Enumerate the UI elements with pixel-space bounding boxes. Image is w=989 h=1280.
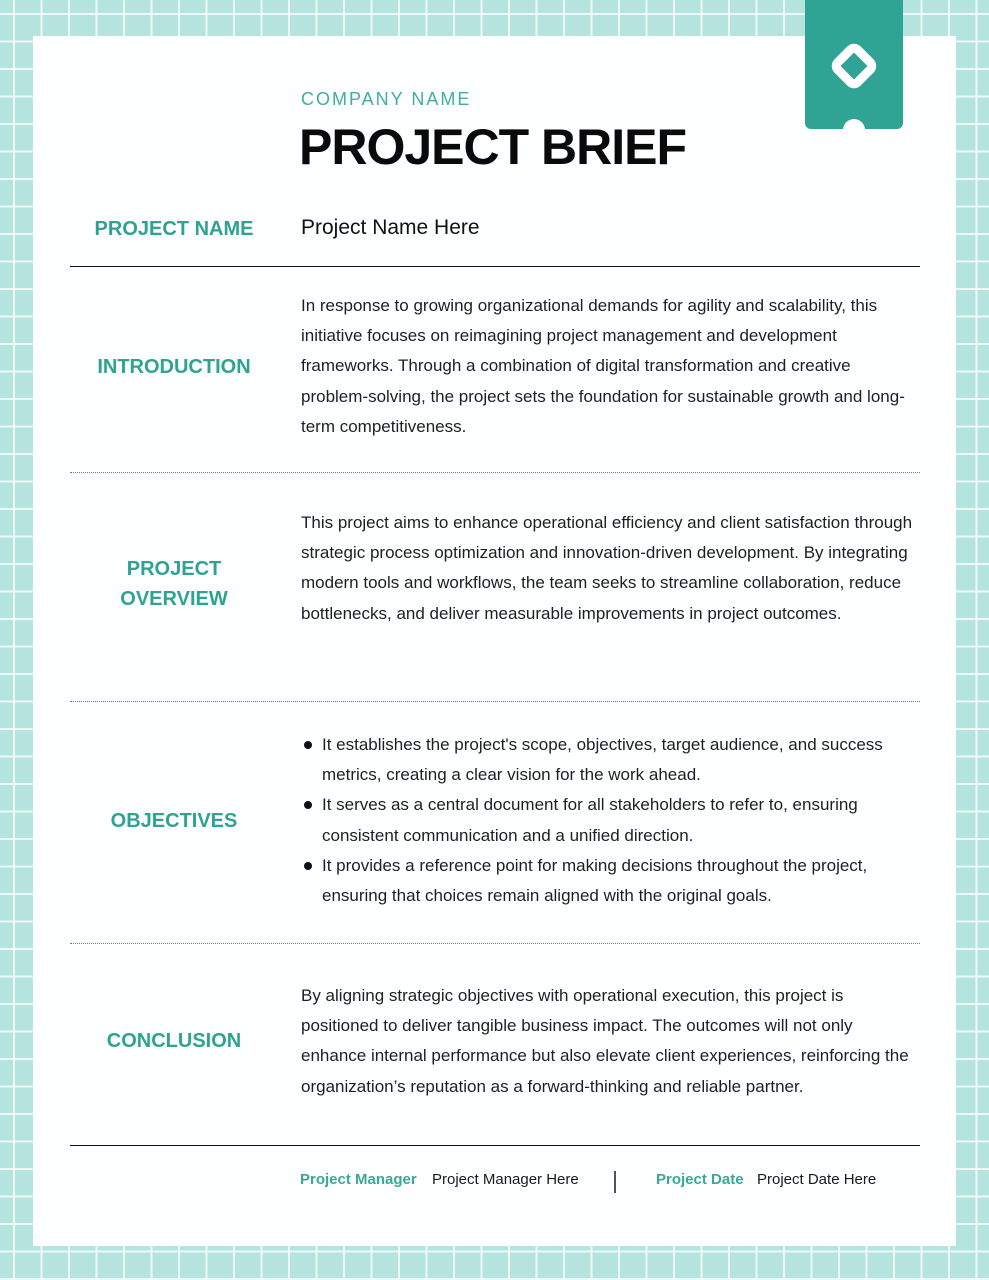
introduction-label: INTRODUCTION xyxy=(97,356,251,378)
project-manager-label: Project Manager xyxy=(300,1171,417,1188)
objectives-label: OBJECTIVES xyxy=(110,810,238,832)
project-name-label: PROJECT NAME xyxy=(94,218,254,240)
project-overview-text: This project aims to enhance operational efficiency and client satisfaction through strategic process optimization and innovation-driven development. By integrating modern tools and workflows, the team seeks to streamline collaboration, reduce bottlenecks, and deliver measurable improvements in project outcomes. xyxy=(301,513,913,623)
company-name: COMPANY NAME xyxy=(301,89,472,109)
list-item: It serves as a central document for all stakeholders to refer to, ensuring consistent communication and a unified direction. xyxy=(301,790,901,850)
project-overview-label-line2: OVERVIEW xyxy=(120,588,228,610)
project-manager-value: Project Manager Here xyxy=(432,1171,579,1188)
project-overview-label xyxy=(70,554,278,614)
diamond-icon xyxy=(828,40,880,92)
divider xyxy=(70,701,920,702)
objectives-list xyxy=(301,730,901,911)
divider xyxy=(70,266,920,267)
logo-tab xyxy=(805,0,903,129)
list-item: It provides a reference point for making decisions throughout the project, ensuring that choices remain aligned with the original goals. xyxy=(301,851,901,911)
page-title: PROJECT BRIEF xyxy=(299,119,687,175)
project-overview-label-line1: PROJECT xyxy=(126,558,222,580)
introduction-text: In response to growing organizational demands for agility and scalability, this initiative focuses on reimagining project management and development frameworks. Through a combination of digital transformation and creative problem-solving, the project sets the foundation for sustainable growth and long-term competitiveness. xyxy=(301,296,905,436)
project-name-value: Project Name Here xyxy=(301,216,480,239)
tab-notch xyxy=(843,119,865,141)
conclusion-label: CONCLUSION xyxy=(106,1030,242,1052)
list-item: It establishes the project's scope, objectives, target audience, and success metrics, creating a clear vision for the work ahead. xyxy=(301,730,901,790)
divider xyxy=(70,943,920,944)
project-date-value: Project Date Here xyxy=(757,1171,877,1188)
divider xyxy=(70,472,920,473)
conclusion-text: By aligning strategic objectives with operational execution, this project is positioned to deliver tangible business impact. The outcomes will not only enhance internal performance but also elevate client experiences, reinforcing the organization’s reputation as a forward-thinking and reliable partner. xyxy=(301,986,909,1096)
divider xyxy=(70,1145,920,1146)
project-date-label: Project Date xyxy=(656,1171,744,1188)
footer-separator xyxy=(614,1171,616,1193)
